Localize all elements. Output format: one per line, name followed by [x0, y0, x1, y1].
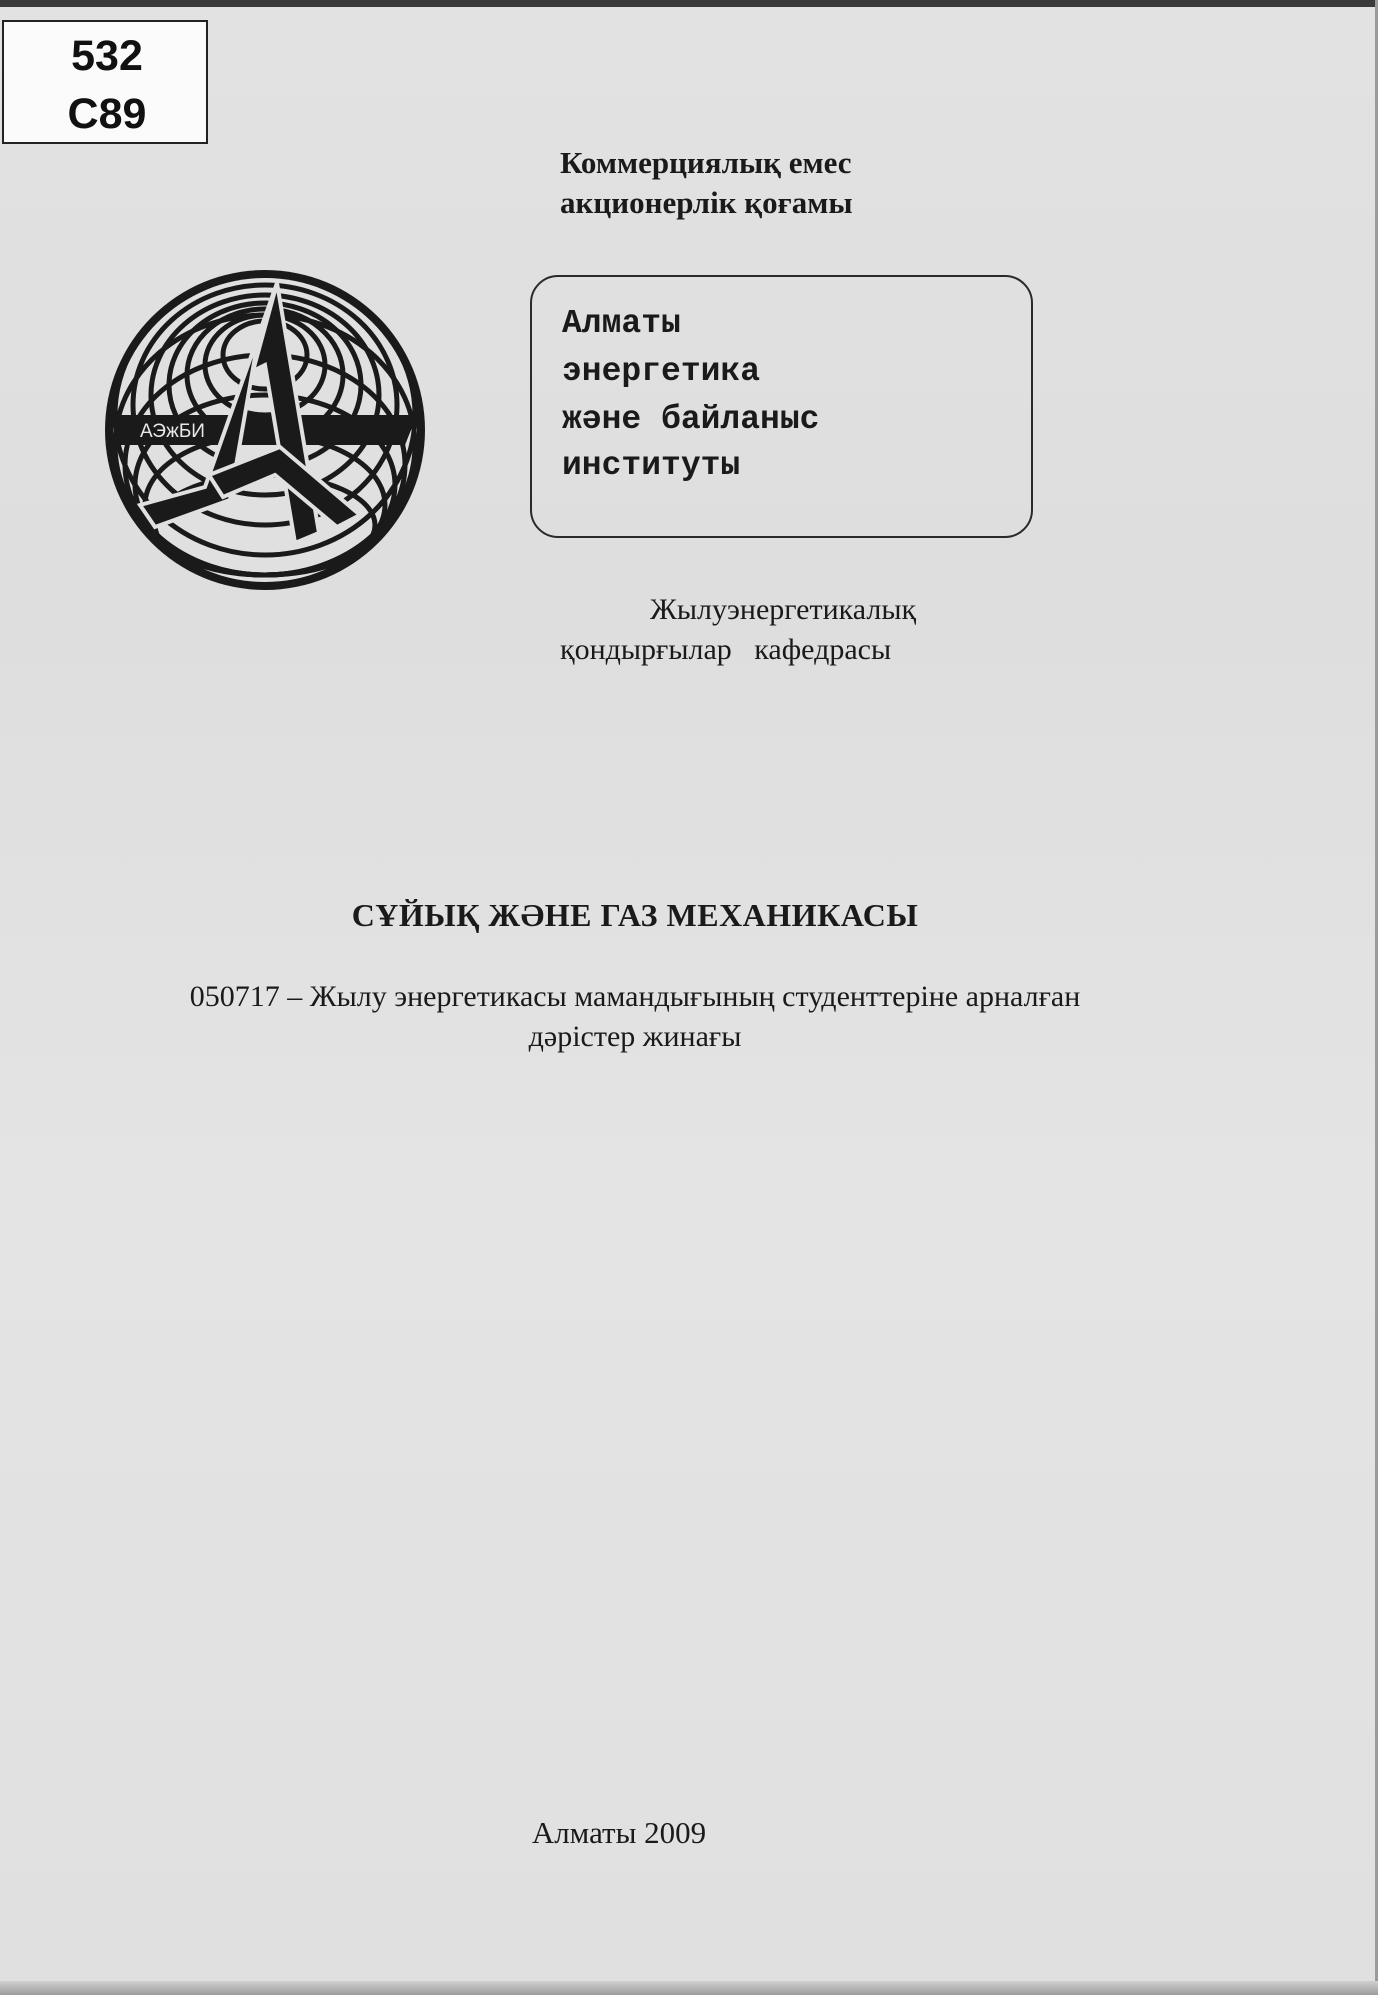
institute-line-2: энергетика — [562, 353, 761, 390]
subtitle-line-2: дәрістер жинағы — [528, 1020, 742, 1053]
logo-text: АЭжБИ — [140, 421, 205, 442]
institute-logo — [105, 265, 435, 595]
institute-line-1: Алматы — [562, 305, 681, 342]
subtitle-line-1: 050717 – Жылу энергетикасы мамандығының студенттеріне арналған — [189, 980, 1081, 1013]
scan-bottom-edge — [0, 1981, 1378, 1995]
institute-line-3: және байланыс — [562, 401, 820, 438]
organization-heading — [560, 143, 853, 223]
organization-line-2: акционерлік қоғамы — [560, 185, 853, 220]
department-line-2: қондырғылар кафедрасы — [560, 633, 892, 666]
document-title: СҰЙЫҚ ЖӘНЕ ГАЗ МЕХАНИКАСЫ — [351, 897, 919, 933]
organization-line-1: Коммерциялық емес — [560, 145, 852, 180]
shelf-mark-label — [2, 20, 208, 144]
shelf-mark-line-2: C89 — [67, 90, 147, 138]
institute-line-4: институты — [562, 447, 741, 484]
shelf-mark-line-1: 532 — [71, 32, 143, 80]
institute-name-box — [530, 275, 1033, 538]
department-line-1: Жылуэнергетикалық — [650, 593, 917, 626]
scan-top-edge — [0, 0, 1378, 7]
city-year: Алматы 2009 — [531, 1815, 707, 1850]
